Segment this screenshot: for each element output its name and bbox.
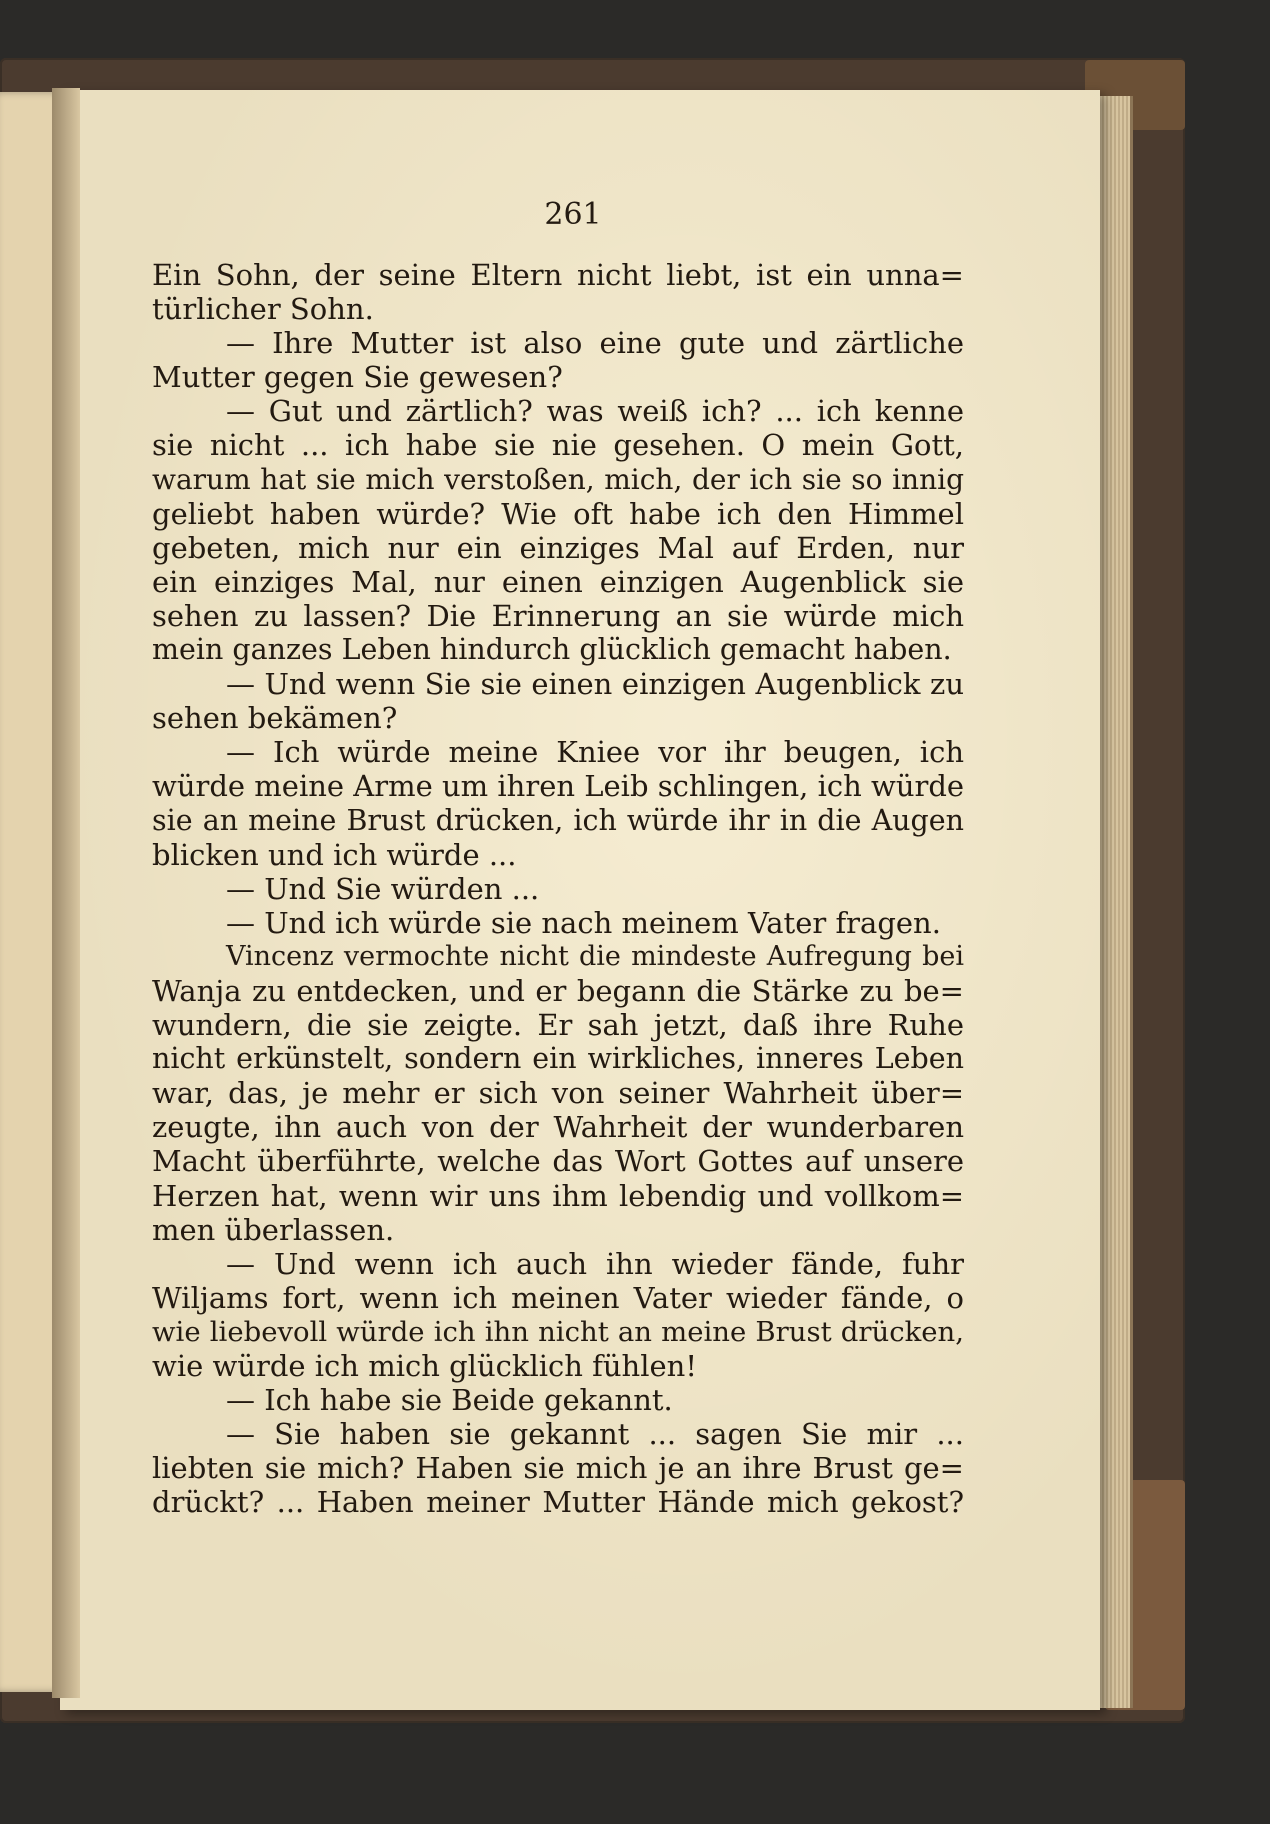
text-line: — Und ich würde sie nach meinem Vater fragen. — [226, 905, 941, 940]
text-line: Herzen hat, wenn wir uns ihm lebendig und vollkom= — [152, 1178, 964, 1213]
text-line: sehen bekämen? — [152, 701, 398, 736]
text-line: Mutter gegen Sie gewesen? — [152, 360, 563, 395]
text-line: — Sie haben sie gekannt ... sagen Sie mir ... — [226, 1417, 964, 1452]
text-line: ein einziges Mal, nur einen einzigen Augenblick sie — [152, 564, 964, 599]
text-line: wundern, die sie zeigte. Er sah jetzt, daß ihre Ruhe — [152, 1008, 964, 1043]
text-line: mein ganzes Leben hindurch glücklich gemacht haben. — [152, 633, 952, 667]
page-number: 261 — [544, 197, 602, 232]
text-line: sie an meine Brust drücken, ich würde ihr in die Augen — [152, 803, 964, 837]
text-line: Vincenz vermochte nicht die mindeste Aufregung bei — [226, 940, 964, 972]
text-line: men überlassen. — [152, 1212, 395, 1247]
book-gutter — [52, 88, 80, 1698]
text-line: geliebt haben würde? Wie oft habe ich den Himmel — [152, 496, 964, 531]
text-line: Wiljams fort, wenn ich meinen Vater wieder fände, o — [152, 1280, 964, 1315]
text-line: türlicher Sohn. — [152, 292, 374, 327]
text-line: war, das, je mehr er sich von seiner Wahrheit über= — [152, 1076, 964, 1111]
text-line: Macht überführte, welche das Wort Gottes auf unsere — [152, 1144, 964, 1179]
text-line: warum hat sie mich verstoßen, mich, der ich sie so innig — [152, 462, 964, 496]
text-line: würde meine Arme um ihren Leib schlingen, ich würde — [152, 769, 965, 804]
text-line: wie würde ich mich glücklich fühlen! — [152, 1349, 697, 1383]
text-line: — Und wenn ich auch ihn wieder fände, fuhr — [226, 1246, 964, 1281]
text-line: Ein Sohn, der seine Eltern nicht liebt, ist ein unna= — [152, 258, 964, 292]
text-line: sehen zu lassen? Die Erinnerung an sie würde mich — [152, 598, 964, 633]
text-line: gebeten, mich nur ein einziges Mal auf Erden, nur — [152, 530, 964, 565]
text-line: Wanja zu entdecken, und er begann die Stärke zu be= — [152, 973, 964, 1008]
text-line: — Ihre Mutter ist also eine gute und zärtliche — [226, 326, 964, 361]
text-line: blicken und ich würde ... — [152, 837, 517, 872]
text-line: drückt? ... Haben meiner Mutter Hände mich gekost? — [152, 1485, 964, 1520]
text-line: — Und Sie würden ... — [226, 871, 540, 906]
text-line: wie liebevoll würde ich ihn nicht an meine Brust drücken, — [152, 1315, 964, 1348]
page-text — [152, 258, 964, 1519]
text-line: liebten sie mich? Haben sie mich je an ihre Brust ge= — [152, 1451, 964, 1486]
text-line: — Und wenn Sie sie einen einzigen Augenblick zu — [226, 667, 964, 702]
text-line: — Ich würde meine Kniee vor ihr beugen, ich — [226, 735, 964, 770]
text-line: nicht erkünstelt, sondern ein wirkliches, inneres Leben — [152, 1042, 964, 1076]
text-line: — Gut und zärtlich? was weiß ich? ... ich kenne — [226, 394, 964, 429]
text-line: sie nicht ... ich habe sie nie gesehen. O mein Gott, — [152, 428, 964, 463]
text-line: zeugte, ihn auch von der Wahrheit der wunderbaren — [152, 1110, 964, 1145]
text-line: — Ich habe sie Beide gekannt. — [226, 1383, 673, 1418]
